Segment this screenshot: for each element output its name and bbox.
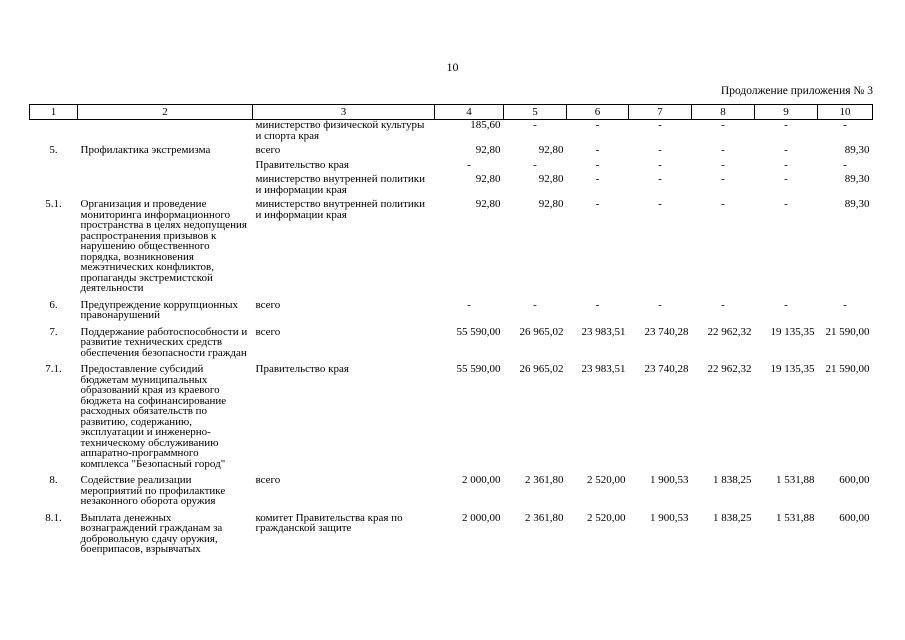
funding-value: 23 983,51	[581, 325, 626, 338]
funding-value: 19 135,35	[770, 325, 815, 338]
measure-name	[78, 160, 253, 171]
funding-value: 92,80	[538, 144, 564, 156]
executor: всего	[255, 144, 281, 156]
measure-name: Организация и проведение мониторинга информационного пространства в целях недопущения распространения призывов к нарушению общественного порядка, возникновения межэтнических конфликтов, пропаганды экстремистской деятельности	[80, 198, 247, 294]
row-number: 8.	[49, 474, 58, 486]
table-row	[30, 199, 873, 294]
funding-value: 26 965,02	[519, 325, 564, 338]
funding-value: 23 740,28	[644, 363, 689, 375]
funding-value: -	[721, 173, 725, 185]
page-number: 10	[446, 60, 459, 74]
funding-value: 23 983,51	[581, 363, 626, 375]
column-header: 3	[253, 105, 435, 120]
column-header: 9	[755, 105, 818, 120]
funding-value: 2 520,00	[587, 474, 626, 486]
funding-value: -	[658, 198, 662, 210]
executor: Правительство края	[255, 158, 349, 171]
funding-value: 21 590,00	[825, 363, 870, 375]
measure-name: Предоставление субсидий бюджетам муниципальных образований края из краевого бюджета на софинансирование расходных обязательств по развитию, содержанию, эксплуатации и инженерно-техническому обслуживанию аппаратно-программного комплекса "Безопасный город"	[80, 363, 227, 470]
measure-name: Профилактика экстремизма	[80, 144, 211, 156]
funding-value: -	[658, 158, 662, 171]
funding-value: -	[658, 298, 662, 311]
funding-value: 22 962,32	[707, 325, 752, 338]
program-table	[29, 104, 873, 555]
funding-value: 2 000,00	[462, 474, 501, 486]
funding-value: 89,30	[844, 173, 870, 185]
funding-value: 92,80	[538, 198, 564, 210]
column-header: 2	[78, 105, 253, 120]
funding-value: 1 900,53	[650, 474, 689, 486]
funding-value: 89,30	[844, 144, 870, 156]
column-header: 10	[818, 105, 873, 120]
funding-value: 2 000,00	[462, 511, 501, 524]
table-row	[30, 300, 873, 321]
funding-value: -	[784, 198, 788, 210]
funding-value: -	[784, 173, 788, 185]
funding-value: 2 361,80	[525, 474, 564, 486]
funding-value: 600,00	[839, 474, 870, 486]
row-number: 6.	[49, 298, 58, 311]
row-number: 5.	[49, 144, 58, 156]
executor: всего	[255, 298, 281, 311]
funding-value: -	[721, 144, 725, 156]
funding-value: 22 962,32	[707, 363, 752, 375]
funding-value: -	[595, 173, 600, 185]
row-number: 7.1.	[45, 363, 62, 375]
funding-value: -	[721, 158, 725, 171]
measure-name	[78, 174, 253, 195]
column-header: 8	[692, 105, 755, 120]
funding-value: 600,00	[839, 511, 870, 524]
funding-value: -	[533, 158, 537, 171]
funding-value: -	[843, 158, 847, 171]
executor: министерство внутренней политики и информации края	[255, 198, 425, 221]
funding-value: -	[843, 298, 847, 311]
funding-value: 1 900,53	[650, 511, 689, 524]
funding-value: -	[595, 298, 600, 311]
funding-value: -	[784, 298, 788, 311]
funding-value: -	[533, 298, 537, 311]
funding-value: 1 838,25	[713, 511, 752, 524]
column-header: 6	[567, 105, 629, 120]
measure-name	[78, 120, 253, 142]
funding-value: -	[784, 144, 788, 156]
funding-value: -	[467, 158, 471, 171]
table-row	[30, 327, 873, 359]
funding-value: 89,30	[844, 198, 870, 210]
measure-name: Содействие реализации мероприятий по профилактике незаконного оборота оружия	[80, 474, 226, 507]
executor: министерство внутренней политики и информации края	[255, 173, 425, 196]
measure-name: Предупреждение коррупционных правонарушений	[80, 298, 238, 321]
funding-value: -	[595, 119, 600, 131]
funding-value: 23 740,28	[644, 325, 689, 338]
funding-value: 92,80	[538, 173, 564, 185]
column-header: 5	[504, 105, 567, 120]
funding-value: 26 965,02	[519, 363, 564, 375]
funding-value: -	[595, 198, 600, 210]
column-header: 7	[629, 105, 692, 120]
funding-value: -	[721, 119, 725, 131]
funding-value: -	[721, 298, 725, 311]
executor: всего	[255, 325, 281, 338]
executor: комитет Правительства края по гражданской защите	[255, 511, 403, 534]
column-header: 1	[30, 105, 78, 120]
executor: всего	[255, 474, 281, 486]
header-row	[30, 105, 873, 120]
continuation-label: Продолжение приложения № 3	[720, 85, 873, 97]
funding-value: 21 590,00	[825, 325, 870, 338]
table-row	[30, 513, 873, 555]
funding-value: -	[658, 119, 662, 131]
row-number: 7.	[49, 325, 58, 338]
table-row	[30, 160, 873, 171]
row-number	[30, 120, 78, 142]
funding-value: 2 361,80	[525, 511, 564, 524]
funding-value: 185,60	[470, 119, 501, 131]
funding-value: 19 135,35	[770, 363, 815, 375]
row-number: 5.1.	[45, 198, 62, 210]
funding-value: 2 520,00	[587, 511, 626, 524]
table-body	[30, 120, 873, 555]
funding-value: -	[533, 119, 537, 131]
measure-name: Поддержание работоспособности и развитие технических средств обеспечения безопасности граждан	[80, 325, 248, 359]
funding-value: -	[784, 119, 788, 131]
funding-value: -	[843, 119, 847, 131]
funding-value: 92,80	[475, 173, 501, 185]
row-number	[30, 160, 78, 171]
funding-value: -	[467, 298, 471, 311]
measure-name: Выплата денежных вознаграждений гражданам за добровольную сдачу оружия, боеприпасов, взрывчатых	[80, 511, 223, 555]
funding-value: -	[595, 144, 600, 156]
funding-value: 1 838,25	[713, 474, 752, 486]
column-header: 4	[435, 105, 504, 120]
funding-value: -	[721, 198, 725, 210]
funding-value: 55 590,00	[456, 325, 501, 338]
funding-value: 92,80	[475, 144, 501, 156]
table-row	[30, 120, 873, 142]
executor: министерство физической культуры и спорта края	[255, 119, 425, 142]
row-number: 8.1.	[45, 511, 62, 524]
table-row	[30, 364, 873, 469]
funding-value: -	[784, 158, 788, 171]
funding-value: -	[658, 144, 662, 156]
funding-value: 92,80	[475, 198, 501, 210]
table-row	[30, 174, 873, 195]
funding-value: 55 590,00	[456, 363, 501, 375]
table-row	[30, 145, 873, 156]
executor: Правительство края	[255, 363, 349, 375]
funding-value: 1 531,88	[776, 474, 815, 486]
funding-value: -	[595, 158, 600, 171]
funding-value: -	[658, 173, 662, 185]
table-row	[30, 475, 873, 507]
row-number	[30, 174, 78, 195]
funding-value: 1 531,88	[776, 511, 815, 524]
